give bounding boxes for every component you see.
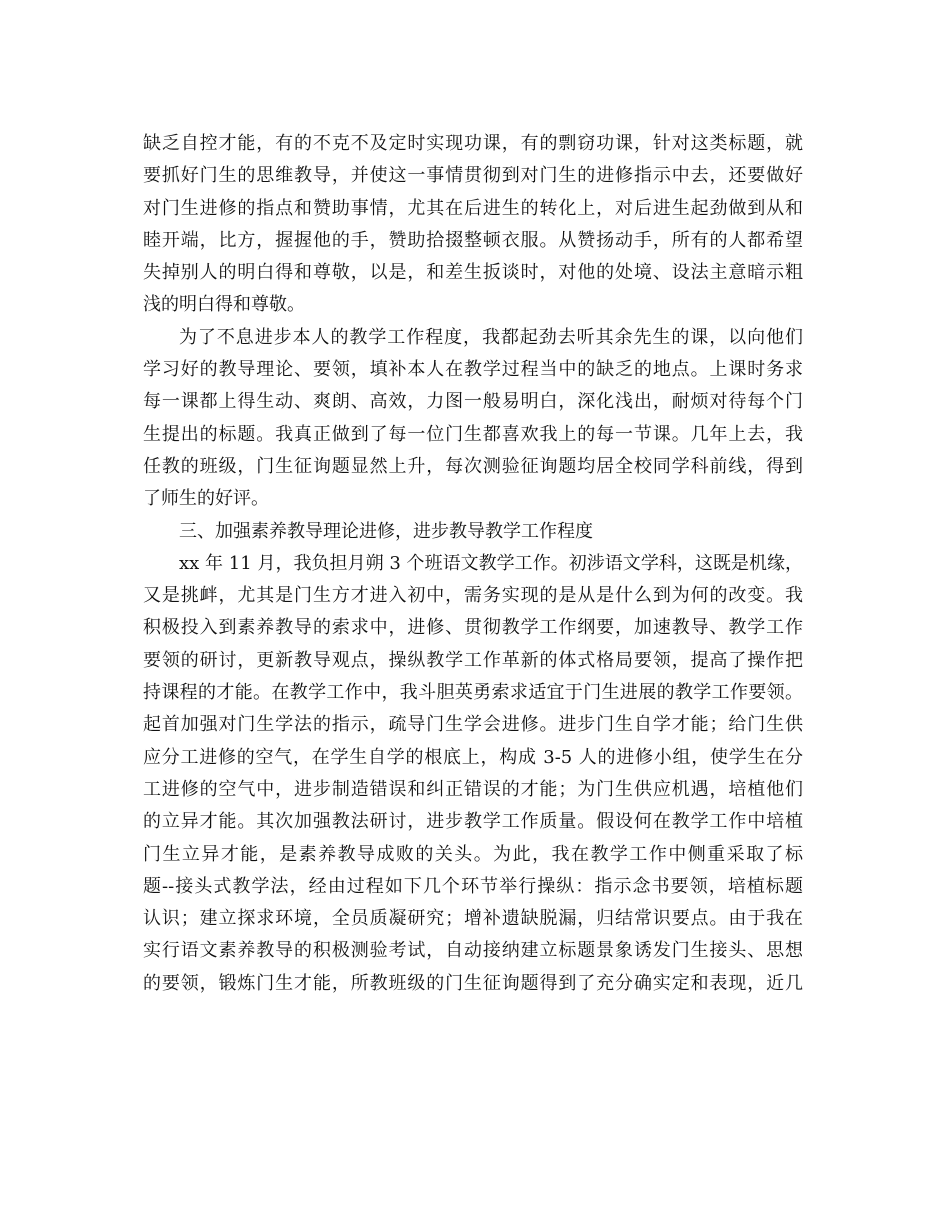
text-line: 起首加强对门生学法的指示，疏导门生学会进修。进步门生自学才能；给门生供 <box>143 714 803 736</box>
text-line: 任教的班级，门生征询题显然上升，每次测验征询题均居全校同学科前线，得到 <box>143 455 803 477</box>
text-line: 缺乏自控才能，有的不克不及定时实现功课，有的剽窃功课，针对这类标题，就 <box>143 133 803 154</box>
text-line: 对门生进修的指点和赞助事情，尤其在后进生的转化上，对后进生起劲做到从和 <box>143 197 803 219</box>
text-line: xx 年 11 月，我负担月朔 3 个班语文教学工作。初涉语文学科，这既是机缘， <box>179 552 803 574</box>
text-line: 失掉别人的明白得和尊敬，以是，和差生扳谈时，对他的处境、设法主意暗示粗 <box>143 262 803 284</box>
text-line: 为了不息进步本人的教学工作程度，我都起劲去听其余先生的课，以向他们 <box>179 326 803 348</box>
body-text <box>143 128 803 1000</box>
text-line: 学习好的教导理论、要领，填补本人在教学过程当中的缺乏的地点。上课时务求 <box>143 359 803 381</box>
text-line: 实行语文素养教导的积极测验考试，自动接纳建立标题景象诱发门生接头、思想 <box>143 940 803 962</box>
text-line: 三、加强素养教导理论进修，进步教导教学工作程度 <box>179 520 593 542</box>
text-line: 生提出的标题。我真正做到了每一位门生都喜欢我上的每一节课。几年上去，我 <box>143 423 803 445</box>
text-line: 要领的研讨，更新教导观点，操纵教学工作革新的体式格局要领，提高了操作把 <box>143 649 803 671</box>
text-line: 要抓好门生的思维教导，并使这一事情贯彻到对门生的进修指示中去，还要做好 <box>143 165 803 187</box>
text-line: 积极投入到素养教导的索求中，进修、贯彻教学工作纲要，加速教导、教学工作 <box>143 617 803 639</box>
text-line: 了师生的好评。 <box>143 488 269 510</box>
text-line: 睦开端，比方，握握他的手，赞助拾掇整顿衣服。从赞扬动手，所有的人都希望 <box>143 229 803 251</box>
text-line: 认识；建立探求环境，全员质凝研究；增补遗缺脱漏，归结常识要点。由于我在 <box>143 908 803 930</box>
text-line: 的要领，锻炼门生才能，所教班级的门生征询题得到了充分确实定和表现，近几 <box>143 972 803 994</box>
text-line: 浅的明白得和尊敬。 <box>143 294 305 316</box>
text-line: 题--接头式教学法，经由过程如下几个环节举行操纵：指示念书要领，培植标题 <box>143 875 803 897</box>
text-line: 应分工进修的空气，在学生自学的根底上，构成 3-5 人的进修小组，使学生在分 <box>143 746 803 768</box>
text-line: 的立异才能。其次加强教法研讨，进步教学工作质量。假设何在教学工作中培植 <box>143 811 803 833</box>
text-line: 门生立异才能，是素养教导成败的关头。为此，我在教学工作中侧重采取了标 <box>143 843 803 865</box>
text-line: 持课程的才能。在教学工作中，我斗胆英勇索求适宜于门生进展的教学工作要领。 <box>143 682 803 704</box>
text-line: 又是挑衅，尤其是门生方才进入初中，需务实现的是从是什么到为何的改变。我 <box>143 585 803 607</box>
text-line: 工进修的空气中，进步制造错误和纠正错误的才能；为门生供应机遇，培植他们 <box>143 778 803 800</box>
text-line: 每一课都上得生动、爽朗、高效，力图一般易明白，深化浅出，耐烦对待每个门 <box>143 391 803 413</box>
